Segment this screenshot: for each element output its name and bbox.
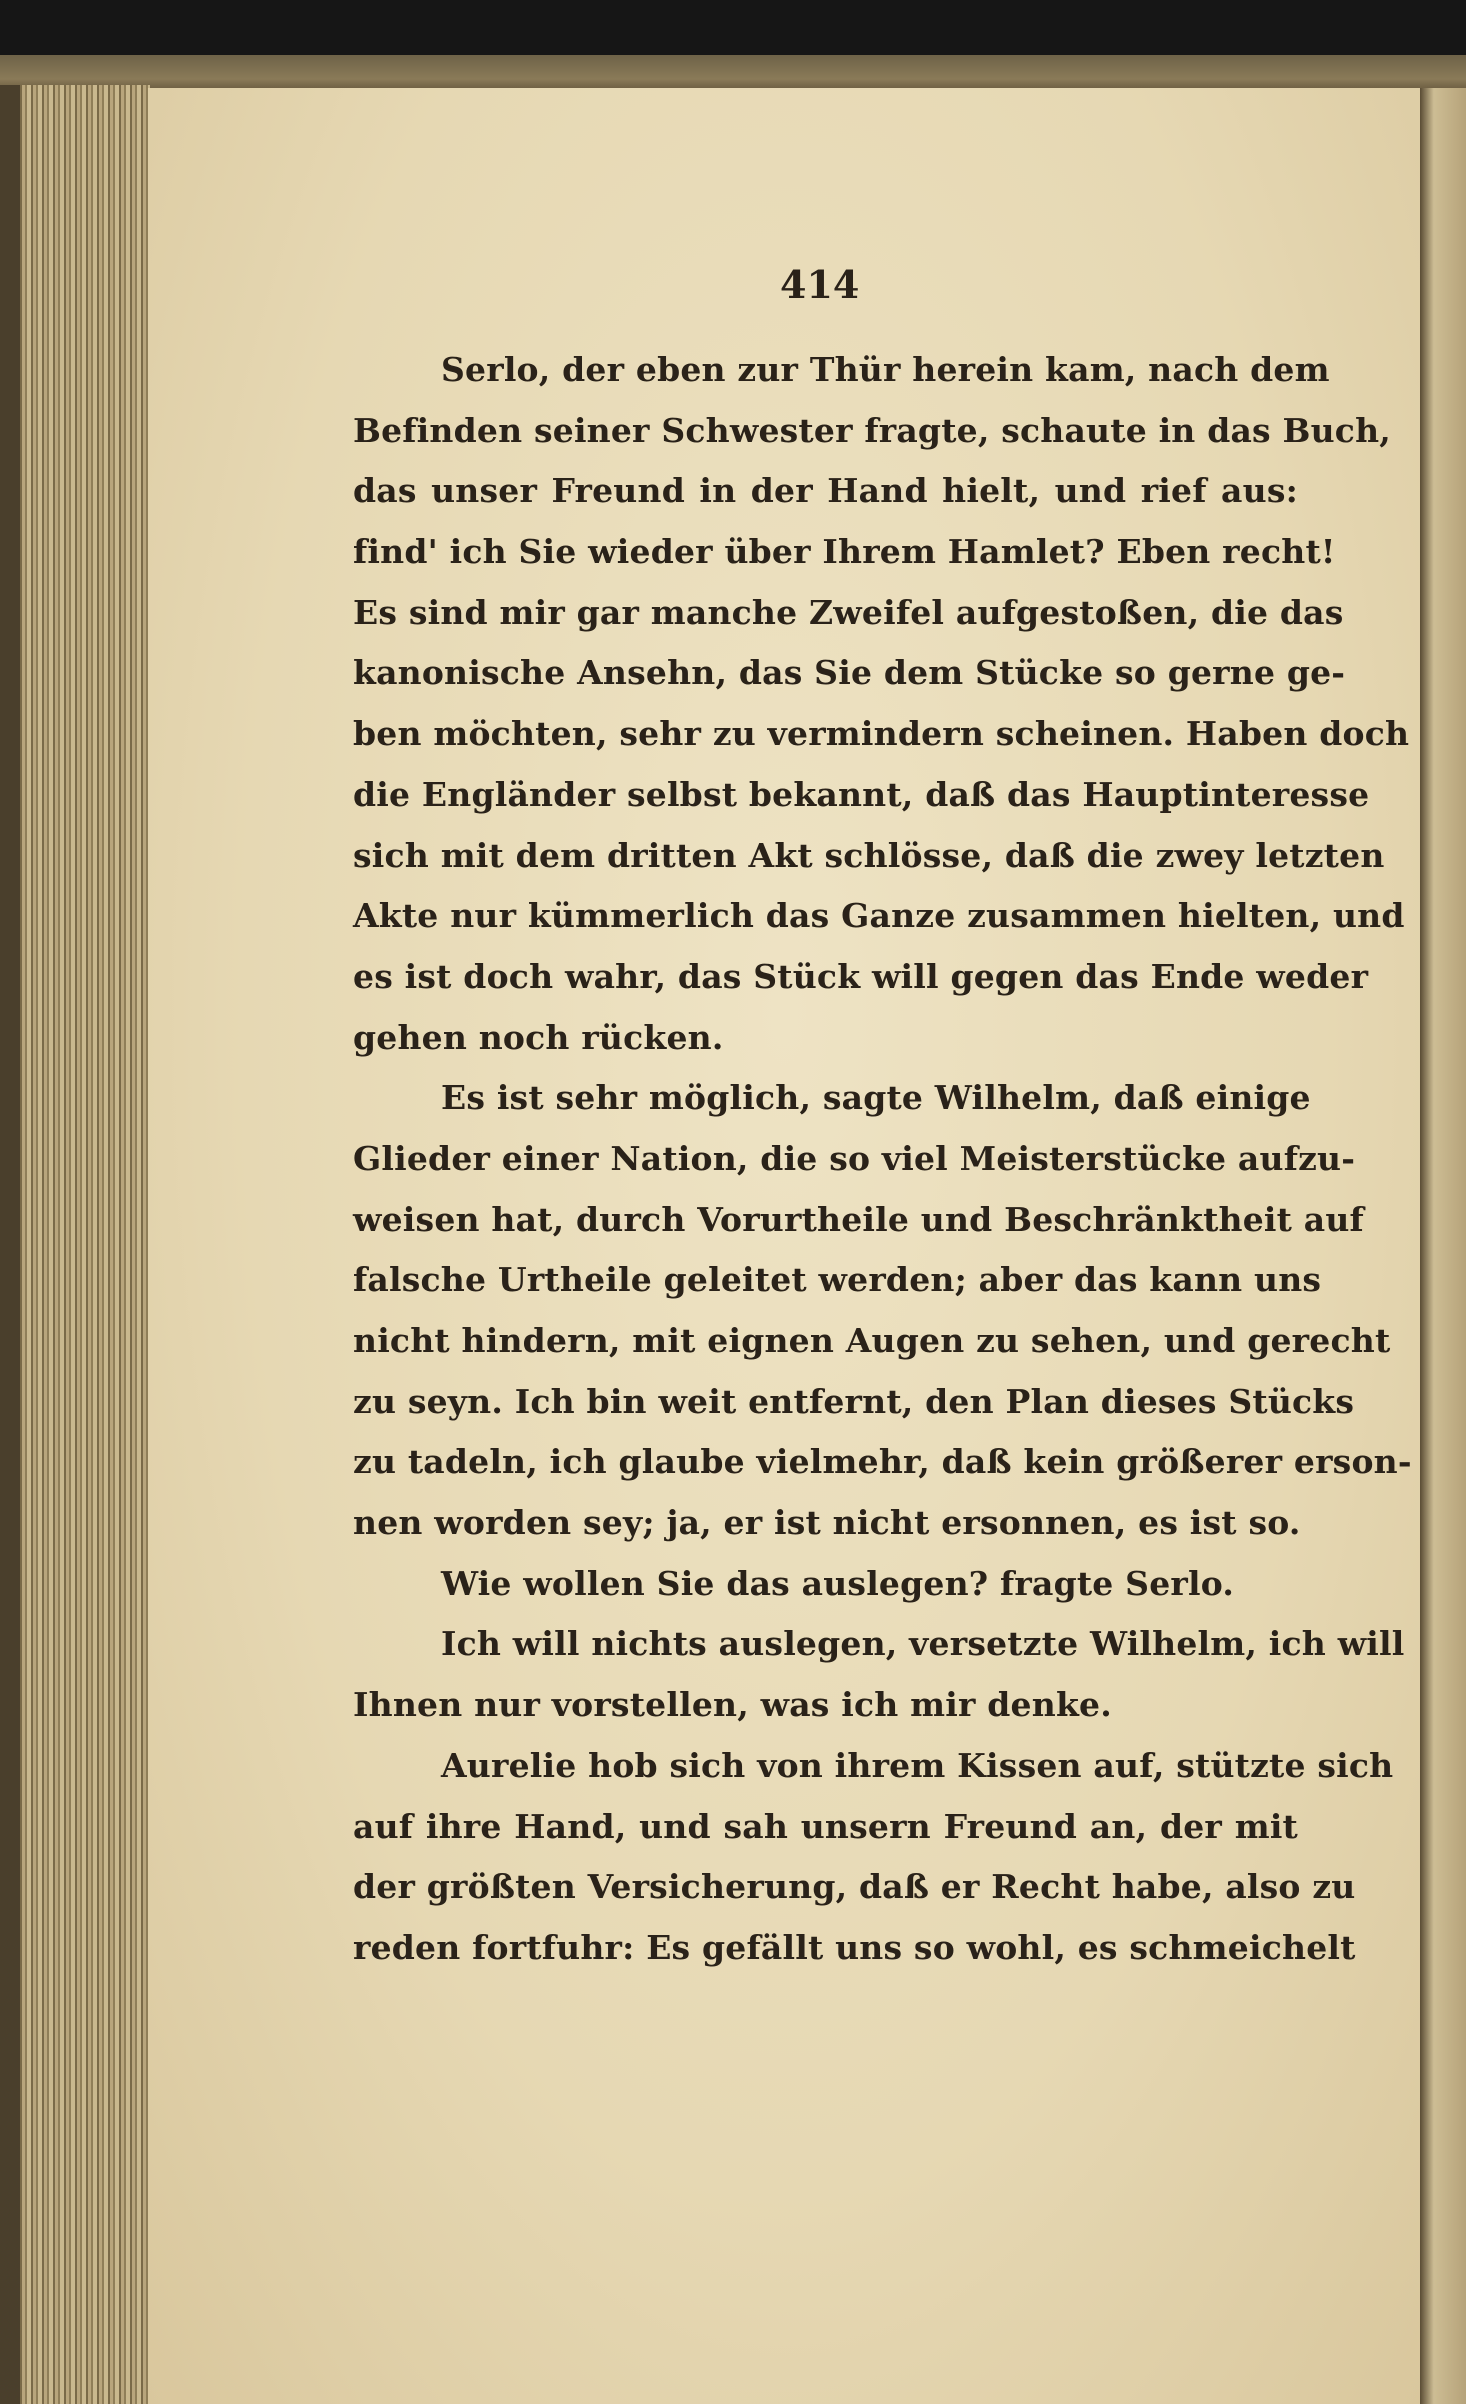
- body-text: [353, 340, 1412, 1979]
- text-line: Aurelie hob sich von ihrem Kissen auf, stützte sich: [441, 1745, 1394, 1785]
- text-line: Glieder einer Nation, die so viel Meisterstücke aufzu-: [353, 1138, 1356, 1178]
- text-line: zu tadeln, ich glaube vielmehr, daß kein größerer erson-: [353, 1442, 1412, 1482]
- page-number: 414: [780, 262, 860, 307]
- text-line: find' ich Sie wieder über Ihrem Hamlet? Eben recht!: [353, 532, 1336, 572]
- text-line: der größten Versicherung, daß er Recht habe, also zu: [353, 1867, 1356, 1907]
- text-line: sich mit dem dritten Akt schlösse, daß die zwey letzten: [353, 835, 1385, 875]
- text-line: das unser Freund in der Hand hielt, und rief aus:: [353, 471, 1298, 511]
- book-right-edge: [1420, 88, 1466, 2404]
- text-line: Befinden seiner Schwester fragte, schaute in das Buch,: [353, 410, 1391, 450]
- text-line: falsche Urtheile geleitet werden; aber das kann uns: [353, 1260, 1322, 1300]
- text-line: nen worden sey; ja, er ist nicht ersonnen, es ist so.: [353, 1503, 1301, 1543]
- text-line: nicht hindern, mit eignen Augen zu sehen, und gerecht: [353, 1321, 1391, 1360]
- text-line: die Engländer selbst bekannt, daß das Hauptinteresse: [353, 774, 1370, 814]
- text-line: Es sind mir gar manche Zweifel aufgestoßen, die das: [353, 592, 1344, 632]
- text-line: auf ihre Hand, und sah unsern Freund an, der mit: [353, 1806, 1298, 1846]
- text-line: Es ist sehr möglich, sagte Wilhelm, daß einige: [441, 1078, 1311, 1118]
- text-line: Serlo, der eben zur Thür herein kam, nach dem: [441, 350, 1330, 389]
- text-line: weisen hat, durch Vorurtheile und Beschränktheit auf: [353, 1199, 1364, 1239]
- text-line: es ist doch wahr, das Stück will gegen das Ende weder: [353, 956, 1369, 996]
- text-line: gehen noch rücken.: [353, 1017, 724, 1057]
- text-line: ben möchten, sehr zu vermindern scheinen. Haben doch: [353, 714, 1410, 754]
- text-line: kanonische Ansehn, das Sie dem Stücke so gerne ge-: [353, 653, 1346, 693]
- text-line: reden fortfuhr: Es gefällt uns so wohl, es schmeichelt: [353, 1927, 1356, 1967]
- text-line: zu seyn. Ich bin weit entfernt, den Plan dieses Stücks: [353, 1381, 1355, 1421]
- text-line: Ich will nichts auslegen, versetzte Wilhelm, ich will: [441, 1624, 1405, 1664]
- text-line: Wie wollen Sie das auslegen? fragte Serlo.: [441, 1563, 1235, 1603]
- book-page-edges: [0, 85, 150, 2404]
- text-line: Akte nur kümmerlich das Ganze zusammen hielten, und: [353, 896, 1405, 936]
- text-line: Ihnen nur vorstellen, was ich mir denke.: [353, 1685, 1112, 1725]
